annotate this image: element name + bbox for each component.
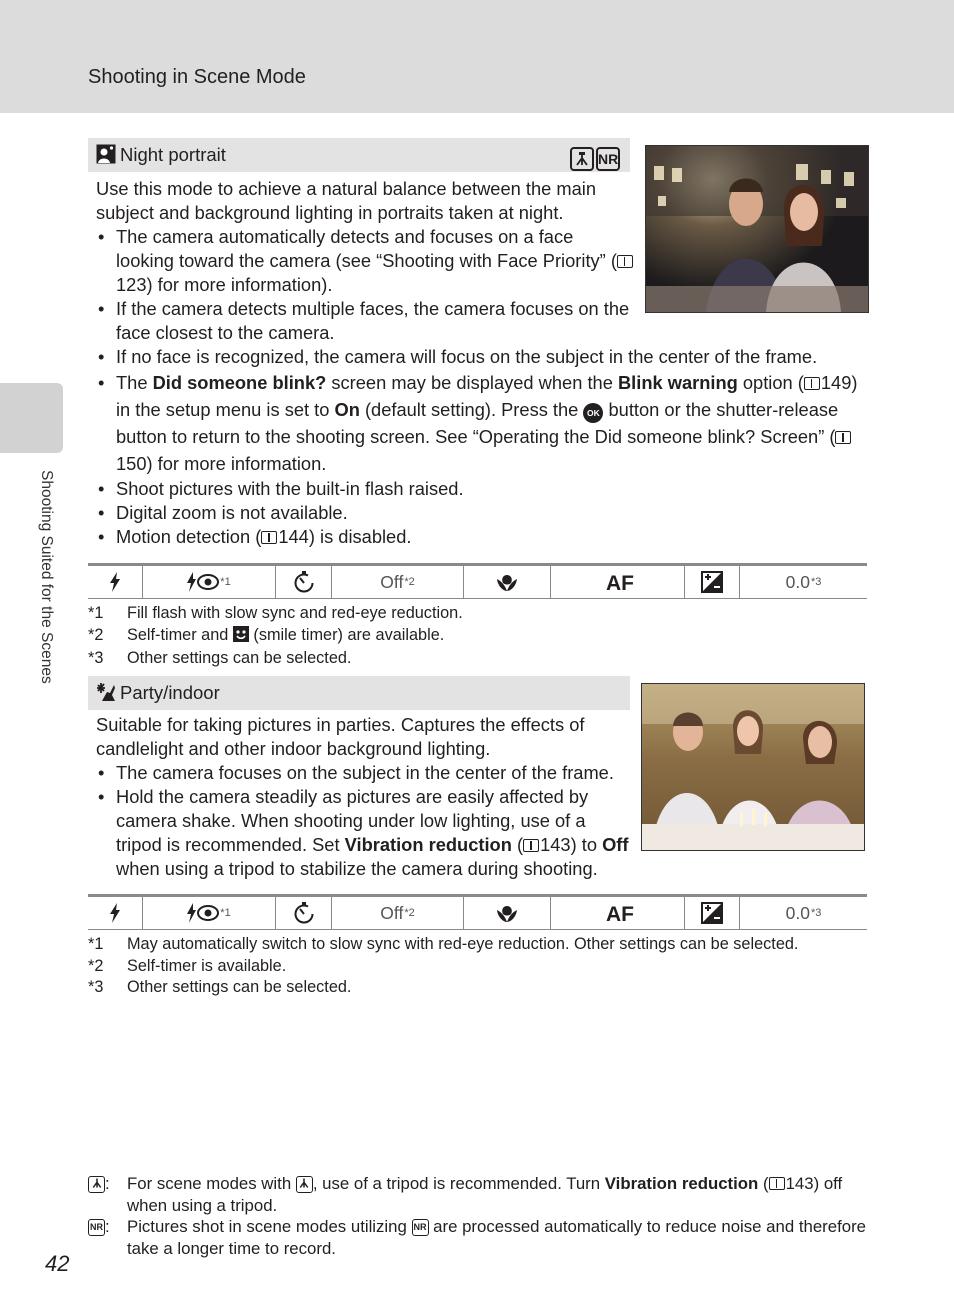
svg-text:AF: AF [605,572,634,595]
macro-mode-icon [463,897,550,929]
night-portrait-intro-block [96,177,636,225]
night-portrait-bullets-bottom [96,345,876,549]
noise-reduction-icon: NR [596,147,620,171]
party-indoor-intro: Suitable for taking pictures in parties. Captures the effects of candlelight and other indoor background lighting. [96,714,585,759]
section-header-title: Shooting in Scene Mode [88,66,306,88]
macro-mode-icon [463,566,550,598]
footnote: *1 May automatically switch to slow sync with red-eye reduction. Other settings can be selected. [88,935,799,953]
list-item: • The camera automatically detects and focuses on a face looking toward the camera (see “Shooting with Face Priority” (123) for more information). [96,225,636,297]
party-indoor-title: Party/indoor [120,682,220,703]
party-indoor-text [96,713,636,881]
party-indoor-settings-table [88,894,867,930]
side-tab-label: Shooting Suited for the Scenes [38,470,55,684]
page-reference-icon [804,377,820,390]
tripod-icon [88,1176,105,1193]
self-timer-icon [275,897,331,929]
night-portrait-intro: Use this mode to achieve a natural balance between the main subject and background lighting in portraits taken at night. [96,178,596,223]
tripod-icon [570,147,594,171]
tripod-icon [296,1176,313,1193]
flash-setting-cell: *1 [142,566,275,598]
night-portrait-icon [96,141,116,175]
party-indoor-icon [96,679,116,713]
party-indoor-heading [88,676,630,710]
flash-setting-cell: *1 [142,897,275,929]
slow-sync-red-eye-icon [187,903,219,923]
icon-legend [88,1173,868,1259]
self-timer-icon [275,566,331,598]
tripod-legend-row: : For scene modes with , use of a tripod is recommended. Turn Vibration reduction ( 143) off when using a tripod. [88,1173,868,1216]
exposure-compensation-icon [684,566,739,598]
flash-mode-icon [88,566,142,598]
list-item: • If the camera detects multiple faces, the camera focuses on the face closest to the camera. [96,297,636,345]
footnote: *2 Self-timer and (smile timer) are available. [88,625,463,649]
night-portrait-notes [88,603,463,670]
autofocus-icon [550,897,684,929]
self-timer-setting-cell: Off *2 [331,566,463,598]
autofocus-icon [550,566,684,598]
exposure-setting-cell: 0.0 *3 [739,566,867,598]
page-reference-icon [835,431,851,444]
svg-text:AF: AF [605,903,634,926]
footnote: *3 Other settings can be selected. [88,978,352,996]
page-reference-icon [261,531,277,544]
page-reference-icon [769,1177,785,1190]
list-item: • The Did someone blink? screen may be displayed when the Blink warning option ( 149) in the setup menu is set to On (default setting). Press the OK button or the shutter-release button to return to the shooting screen. See “Operating the Did someone blink? Screen” (150) for more information. [96,369,876,477]
page-number: 42 [45,1251,70,1276]
night-portrait-bullets-top [96,225,636,345]
noise-reduction-icon: NR [412,1219,429,1236]
page-reference-icon [523,839,539,852]
night-portrait-photo [645,145,869,313]
noise-reduction-icon: NR [88,1219,105,1236]
list-item: • Digital zoom is not available. [96,501,876,525]
exposure-compensation-icon [684,897,739,929]
slow-sync-red-eye-icon [187,572,219,592]
list-item: • The camera focuses on the subject in the center of the frame. [96,761,636,785]
side-tab [0,383,63,453]
party-indoor-notes [88,934,798,999]
exposure-setting-cell: 0.0 *3 [739,897,867,929]
footnote: *3 Other settings can be selected. [88,649,352,667]
night-portrait-settings-table [88,563,867,599]
self-timer-setting-cell: Off *2 [331,897,463,929]
ok-button-icon: OK [583,403,603,423]
footnote: *1 Fill flash with slow sync and red-eye reduction. [88,604,463,622]
footnote: *2 Self-timer is available. [88,956,287,975]
list-item: • If no face is recognized, the camera will focus on the subject in the center of the frame. [96,345,876,369]
list-item: • Shoot pictures with the built-in flash raised. [96,477,876,501]
smile-timer-icon [233,626,249,649]
flash-mode-icon [88,897,142,929]
noise-reduction-legend-row: NR : Pictures shot in scene modes utilizing NR are processed automatically to reduce noise and therefore take a longer time to record. [90,1217,867,1258]
list-item: • Hold the camera steadily as pictures are easily affected by camera shake. When shooting under low lighting, use of a tripod is recommended. Set Vibration reduction ( 143) to Off when using a tripod to stabilize the camera during shooting. [96,785,636,881]
list-item: • Motion detection ( 144) is disabled. [96,525,876,549]
night-portrait-title: Night portrait [120,144,226,165]
header-band [0,0,954,113]
party-indoor-photo [641,683,865,851]
night-portrait-heading [88,138,630,172]
page-reference-icon [617,255,633,268]
